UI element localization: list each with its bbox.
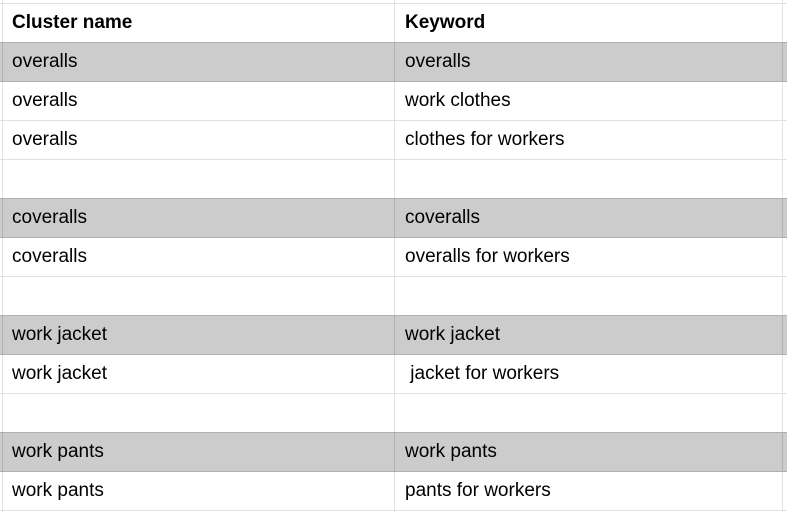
keyword-cell[interactable]: jacket for workers xyxy=(395,355,783,393)
table-row-empty xyxy=(0,276,787,315)
cluster-name-cell[interactable]: overalls xyxy=(3,121,395,159)
keyword-cell[interactable]: overalls xyxy=(395,43,783,81)
keyword-cell[interactable]: work pants xyxy=(395,433,783,471)
keyword-cell[interactable] xyxy=(395,160,783,198)
keyword-cell[interactable]: pants for workers xyxy=(395,472,783,510)
cluster-name-cell[interactable]: overalls xyxy=(3,82,395,120)
grid-overflow-edge xyxy=(783,0,787,3)
grid-overflow-edge xyxy=(783,121,787,159)
grid-overflow-edge xyxy=(783,277,787,315)
table-row xyxy=(0,198,787,237)
cluster-name-cell[interactable]: coveralls xyxy=(3,199,395,237)
cluster-name-cell[interactable] xyxy=(3,394,395,432)
cluster-name-cell[interactable] xyxy=(3,160,395,198)
keyword-cell[interactable]: overalls for workers xyxy=(395,238,783,276)
grid-overflow-edge xyxy=(783,4,787,42)
table-row xyxy=(0,237,787,276)
keyword-cell[interactable]: work jacket xyxy=(395,316,783,354)
cluster-name-cell[interactable]: work jacket xyxy=(3,355,395,393)
keyword-cell[interactable]: coveralls xyxy=(395,199,783,237)
table-row xyxy=(0,315,787,354)
cluster-name-cell[interactable]: work jacket xyxy=(3,316,395,354)
grid-overflow-edge xyxy=(783,82,787,120)
cluster-name-cell[interactable]: work pants xyxy=(3,433,395,471)
grid-overflow-edge xyxy=(783,43,787,81)
cluster-name-cell xyxy=(3,0,395,3)
table-row-empty xyxy=(0,393,787,432)
partial-row-top xyxy=(0,0,787,3)
table-row xyxy=(0,42,787,81)
keyword-cell[interactable] xyxy=(395,277,783,315)
table-row-empty xyxy=(0,159,787,198)
grid-overflow-edge xyxy=(783,160,787,198)
grid-overflow-edge xyxy=(783,394,787,432)
cluster-name-cell[interactable] xyxy=(3,277,395,315)
grid-overflow-edge xyxy=(783,472,787,510)
header-row xyxy=(0,3,787,42)
keyword-cell[interactable] xyxy=(395,394,783,432)
cluster-name-cell[interactable]: overalls xyxy=(3,43,395,81)
grid-overflow-edge xyxy=(783,238,787,276)
keyword-cell[interactable]: work clothes xyxy=(395,82,783,120)
grid-overflow-edge xyxy=(783,433,787,471)
table-row xyxy=(0,432,787,471)
cluster-name-cell[interactable]: work pants xyxy=(3,472,395,510)
grid-overflow-edge xyxy=(783,199,787,237)
table-row xyxy=(0,81,787,120)
column-header-keyword[interactable]: Keyword xyxy=(395,4,783,42)
grid-overflow-edge xyxy=(783,316,787,354)
table-row xyxy=(0,120,787,159)
column-header-cluster-name[interactable]: Cluster name xyxy=(3,4,395,42)
keyword-cell[interactable]: clothes for workers xyxy=(395,121,783,159)
grid-overflow-edge xyxy=(783,355,787,393)
cluster-name-cell[interactable]: coveralls xyxy=(3,238,395,276)
table-row xyxy=(0,471,787,510)
table-row xyxy=(0,354,787,393)
keyword-cell xyxy=(395,0,783,3)
